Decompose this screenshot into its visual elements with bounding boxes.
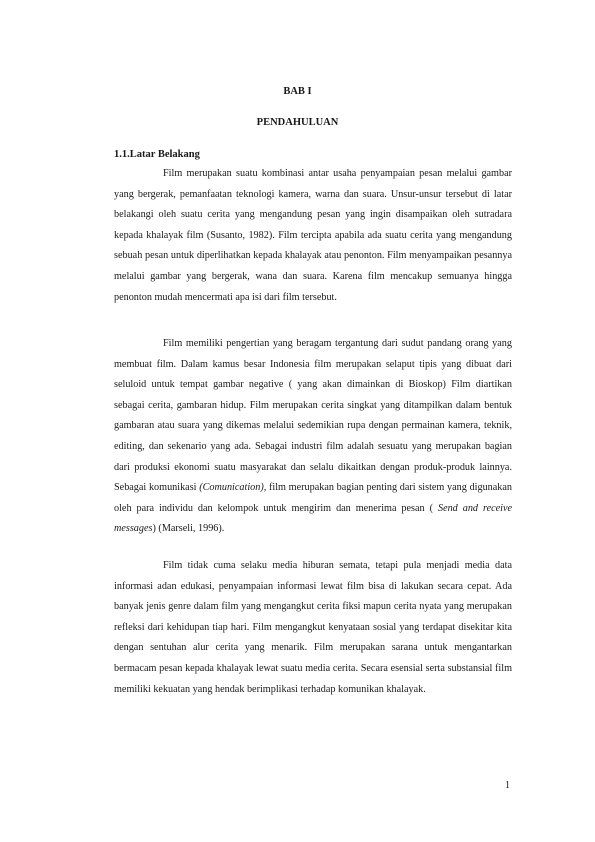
paragraph-1: Film merupakan suatu kombinasi antar usaha penyampaian pesan melalui gambar yang bergerak, pemanfaatan teknologi kamera, warna dan suara. Unsur-unsur tersebut di latar belakangi oleh suatu cerita yang mengandung pesan yang ingin disampaikan oleh sutradara kepada khalayak film (Susanto, 1982). Film tercipta apabila ada suatu cerita yang mengandung sebuah pesan untuk diperlihatkan kepada khalayak atau penonton. Film menyampaikan pesannya melalui gambar yang bergerak, wana dan suara. Karena film mencakup semuanya hingga penonton mudah mencermati apa isi dari film tersebut. [114, 168, 512, 303]
paragraph-2-text-a: Film memiliki pengertian yang beragam tergantung dari sudut pandang orang yang membuat film. Dalam kamus besar Indonesia film merupakan selaput tipis yang dibuat dari seluloid untuk tempat gambar negative ( yang akan dimainkan di Bioskop) Film diartikan sebagai cerita, gambaran hidup. Film merupakan cerita singkat yang ditampilkan dalam bentuk gambaran atau suara yang dikemas melalui sedemikian rupa dengan permainan kamera, teknik, editing, dan sekenario yang ada. Sebagai industri film adalah sesuatu yang merupakan bagian dari produksi ekonomi suatu masyarakat dan selalu dikaitkan dengan produk-produk lainnya. Sebagai komunikasi [114, 338, 512, 494]
paragraph-2 [114, 334, 512, 540]
paragraph-2-text-b: , film merupakan bagian penting dari sistem yang digunakan oleh para individu dan kelompok untuk mengirim dan menerima pesan ( [114, 482, 513, 514]
page-number: 1 [505, 780, 510, 791]
paragraph-2-emphasis-messages: Send and receive messages [114, 502, 513, 535]
paragraph-2-text-c: ) (Marseli, 1996). [152, 523, 225, 535]
chapter-label: BAB I [283, 86, 312, 97]
paragraph-2-emphasis-communication: (Comunication) [199, 482, 264, 494]
chapter-title: PENDAHULUAN [256, 117, 339, 128]
paragraph-3: Film tidak cuma selaku media hiburan semata, tetapi pula menjadi media data informasi adan edukasi, penyampaian informasi lewat film bisa di lakukan secara cepat. Ada banyak jenis genre dalam film yang mengangkut cerita fiksi mapun cerita nyata yang merupakan refleksi dari kehidupan tiap hari. Film mengangkut kenyataan sosial yang terdapat disekitar kita dengan sentuhan alur cerita yang menarik. Film merupakan sarana untuk mengantarkan bermacam pesan kepada khalayak lewat suatu media cerita. Secara esensial serta substansial film memiliki kekuatan yang hendak berimplikasi terhadap komunikan khalayak. [114, 560, 512, 695]
section-heading: 1.1.Latar Belakang [114, 149, 200, 160]
